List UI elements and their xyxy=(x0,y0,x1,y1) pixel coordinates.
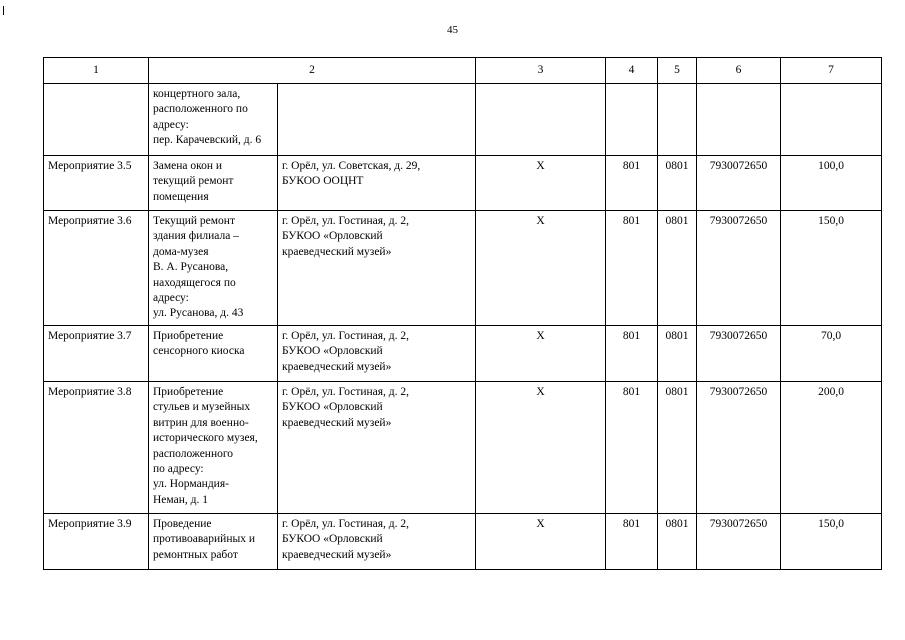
col7-cell: 150,0 xyxy=(781,514,882,570)
location-cell: г. Орёл, ул. Гостиная, д. 2, БУКОО «Орловский краеведческий музей» xyxy=(278,514,476,570)
header-cell-2: 2 xyxy=(149,58,476,84)
col3-cell: Х xyxy=(476,382,606,514)
table-row xyxy=(44,211,882,326)
col5-cell: 0801 xyxy=(658,326,697,382)
col5-cell: 0801 xyxy=(658,514,697,570)
activity-cell: Мероприятие 3.8 xyxy=(44,382,149,514)
activity-cell: Мероприятие 3.5 xyxy=(44,156,149,211)
col4-cell: 801 xyxy=(606,326,658,382)
margin-mark xyxy=(3,6,4,15)
col5-cell: 0801 xyxy=(658,211,697,326)
col4-cell: 801 xyxy=(606,382,658,514)
location-cell: г. Орёл, ул. Гостиная, д. 2, БУКОО «Орловский краеведческий музей» xyxy=(278,211,476,326)
col5-cell: 0801 xyxy=(658,156,697,211)
col3-cell: Х xyxy=(476,156,606,211)
description-cell: концертного зала, расположенного по адресу: пер. Карачевский, д. 6 xyxy=(149,84,278,156)
col7-cell: 70,0 xyxy=(781,326,882,382)
table-row xyxy=(44,156,882,211)
budget-table xyxy=(43,57,882,570)
col6-cell: 7930072650 xyxy=(697,326,781,382)
activity-cell: Мероприятие 3.9 xyxy=(44,514,149,570)
col3-cell: Х xyxy=(476,514,606,570)
col4-cell: 801 xyxy=(606,211,658,326)
page-number: 45 xyxy=(447,24,458,36)
empty-cell xyxy=(781,84,882,156)
col6-cell: 7930072650 xyxy=(697,382,781,514)
empty-cell xyxy=(658,84,697,156)
col7-cell: 200,0 xyxy=(781,382,882,514)
col5-cell: 0801 xyxy=(658,382,697,514)
empty-cell xyxy=(697,84,781,156)
activity-cell: Мероприятие 3.7 xyxy=(44,326,149,382)
col3-cell: Х xyxy=(476,326,606,382)
col7-cell: 150,0 xyxy=(781,211,882,326)
header-cell-1: 1 xyxy=(44,58,149,84)
empty-cell xyxy=(44,84,149,156)
table-row xyxy=(44,326,882,382)
column-number-row xyxy=(44,58,882,84)
description-cell: Текущий ремонт здания филиала – дома-музея В. А. Русанова, находящегося по адресу: ул. Русанова, д. 43 xyxy=(149,211,278,326)
table-row xyxy=(44,514,882,570)
col7-cell: 100,0 xyxy=(781,156,882,211)
col3-cell: Х xyxy=(476,211,606,326)
empty-cell xyxy=(476,84,606,156)
description-cell: Замена окон и текущий ремонт помещения xyxy=(149,156,278,211)
header-cell-3: 3 xyxy=(476,58,606,84)
header-cell-7: 7 xyxy=(781,58,882,84)
location-cell: г. Орёл, ул. Гостиная, д. 2, БУКОО «Орловский краеведческий музей» xyxy=(278,326,476,382)
description-cell: Приобретение стульев и музейных витрин для военно- исторического музея, расположенного по адресу: ул. Нормандия- Неман, д. 1 xyxy=(149,382,278,514)
col4-cell: 801 xyxy=(606,514,658,570)
location-cell: г. Орёл, ул. Советская, д. 29, БУКОО ООЦНТ xyxy=(278,156,476,211)
empty-cell xyxy=(278,84,476,156)
description-cell: Приобретение сенсорного киоска xyxy=(149,326,278,382)
header-cell-5: 5 xyxy=(658,58,697,84)
col4-cell: 801 xyxy=(606,156,658,211)
continuation-row xyxy=(44,84,882,156)
col6-cell: 7930072650 xyxy=(697,211,781,326)
table-row xyxy=(44,382,882,514)
empty-cell xyxy=(606,84,658,156)
description-cell: Проведение противоаварийных и ремонтных работ xyxy=(149,514,278,570)
activity-cell: Мероприятие 3.6 xyxy=(44,211,149,326)
location-cell: г. Орёл, ул. Гостиная, д. 2, БУКОО «Орловский краеведческий музей» xyxy=(278,382,476,514)
header-cell-6: 6 xyxy=(697,58,781,84)
col6-cell: 7930072650 xyxy=(697,514,781,570)
col6-cell: 7930072650 xyxy=(697,156,781,211)
header-cell-4: 4 xyxy=(606,58,658,84)
